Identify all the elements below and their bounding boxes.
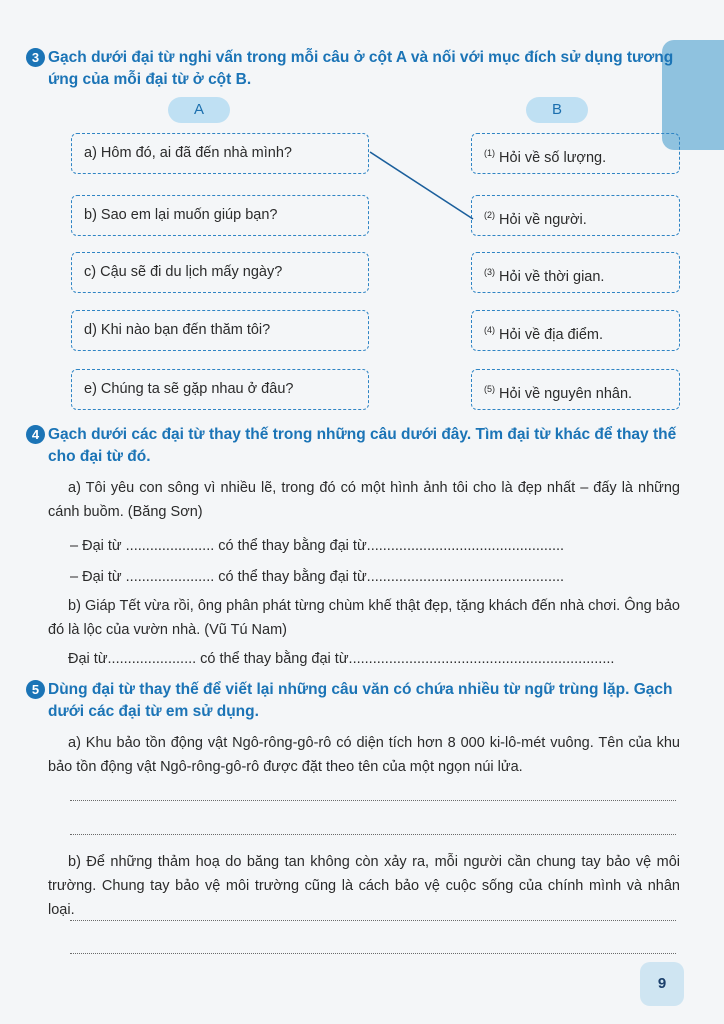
ex4-b-text: b) Giáp Tết vừa rồi, ông phân phát từng chùm khế thật đẹp, tặng khách đến nhà chơi. Ông bảo đó là lộc của vườn nhà. (Vũ Tú Nam) [48,598,680,638]
ex5-b-text: b) Để những thảm hoạ do băng tan không còn xảy ra, mỗi người cần chung tay bảo vệ môi trường. Chung tay bảo vệ môi trường cũng là cách bảo vệ cuộc sống của chính mình và nhân loại. [48,854,680,918]
ex5-a-text: a) Khu bảo tồn động vật Ngô-rông-gô-rô có diện tích hơn 8 000 ki-lô-mét vuông. Tên của khu bảo tồn động vật Ngô-rông-gô-rô được đặt theo tên của một ngọn núi lửa. [48,735,680,775]
ex4-a-answer-line-1[interactable]: – Đại từ ...................... có thể thay bằng đại từ................................................. [70,538,565,554]
col-a-item[interactable]: c) Cậu sẽ đi du lịch mấy ngày? [71,252,369,293]
ex3-number: 3 [26,48,45,67]
ex3-title: Gạch dưới đại từ nghi vấn trong mỗi câu ở cột A và nối với mục đích sử dụng tương ứng của mỗi đại từ ở cột B. [48,49,674,88]
ex5-a-answer-line[interactable] [70,834,676,835]
col-b-item[interactable]: $^{(4)}$ Hỏi về địa điểm. [471,310,680,351]
col-a-item[interactable]: e) Chúng ta sẽ gặp nhau ở đâu? [71,369,369,410]
ex5-title: Dùng đại từ thay thế để viết lại những câu văn có chứa nhiều từ ngữ trùng lặp. Gạch dưới các đại từ em sử dụng. [48,681,673,720]
ex4-title: Gạch dưới các đại từ thay thế trong những câu dưới đây. Tìm đại từ khác để thay thế cho đại từ đó. [48,426,677,465]
col-a-item[interactable]: b) Sao em lại muốn giúp bạn? [71,195,369,236]
col-a-item[interactable]: d) Khi nào bạn đến thăm tôi? [71,310,369,351]
col-b-item[interactable]: $^{(3)}$ Hỏi về thời gian. [471,252,680,293]
matching-line [0,0,724,420]
col-a-item[interactable]: a) Hôm đó, ai đã đến nhà mình? [71,133,369,174]
column-b-label: B [526,97,588,123]
ex5-b-answer-line[interactable] [70,953,676,954]
ex5-a-answer-line[interactable] [70,800,676,801]
page-number: 9 [640,962,684,1006]
col-b-item[interactable]: $^{(5)}$ Hỏi về nguyên nhân. [471,369,680,410]
ex5-heading [31,679,688,723]
col-b-item[interactable]: $^{(2)}$ Hỏi về người. [471,195,680,236]
col-b-item[interactable]: $^{(1)}$ Hỏi về số lượng. [471,133,680,174]
ex4-a-answer-line-2[interactable]: – Đại từ ...................... có thể thay bằng đại từ................................................. [70,569,565,585]
ex4-heading [31,424,688,468]
ex4-a-text: a) Tôi yêu con sông vì nhiều lẽ, trong đó có một hình ảnh tôi cho là đẹp nhất – đấy là những cánh buồm. (Băng Sơn) [48,480,680,520]
ex5-number: 5 [26,680,45,699]
column-a-label: A [168,97,230,123]
ex4-number: 4 [26,425,45,444]
ex5-b-answer-line[interactable] [70,920,676,921]
ex4-b-answer-line[interactable]: Đại từ...................... có thể thay bằng đại từ.................................................................. [68,651,615,667]
